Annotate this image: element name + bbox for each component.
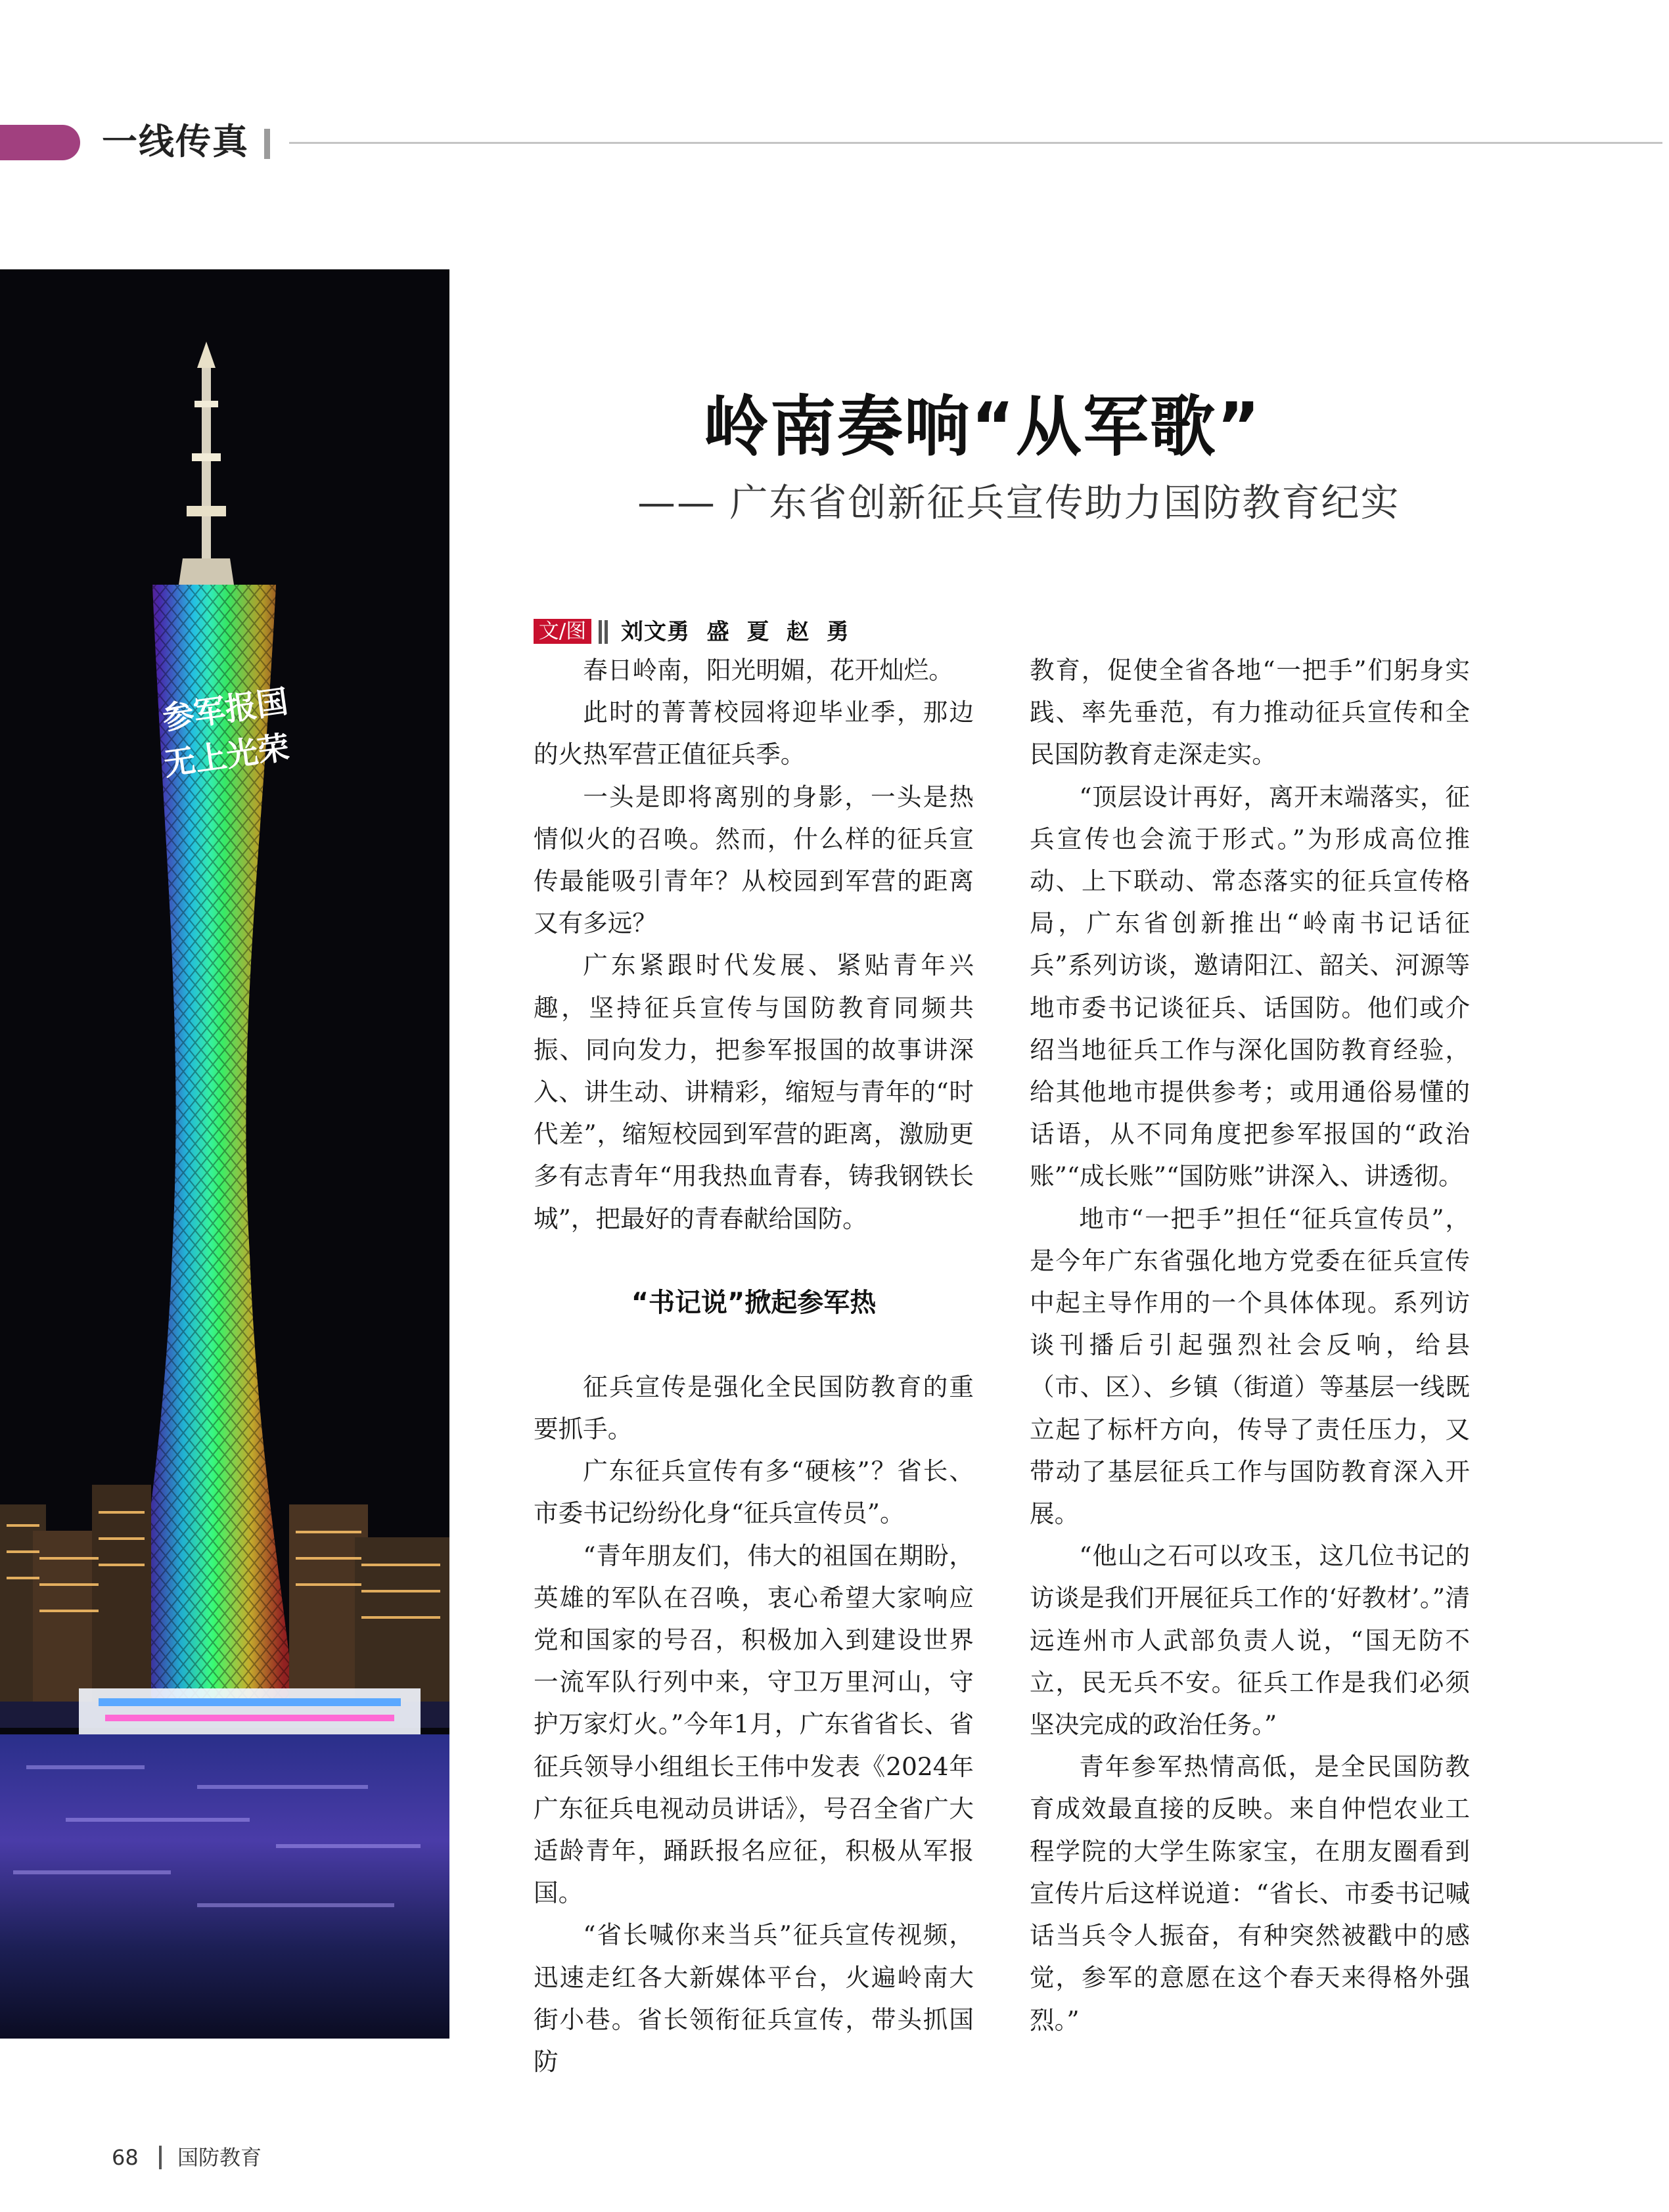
article-subtitle: —— 广东省创新征兵宣传助力国防教育纪实	[637, 480, 1400, 525]
article-title: 岭南奏响“从军歌”	[703, 388, 1262, 465]
magazine-name: 国防教育	[177, 2145, 262, 2170]
byline-divider	[599, 620, 602, 644]
byline-tag: 文/图	[534, 619, 591, 644]
byline-divider-2	[605, 620, 608, 644]
section-marker	[0, 125, 80, 160]
tower-slogan-line2: 无上光荣	[161, 729, 292, 783]
paragraph: 教育，促使全省各地“一把手”们躬身实践、率先垂范，有力推动征兵宣传和全民国防教育走深走实。	[1030, 656, 1470, 769]
section-title: 一线传真	[102, 121, 249, 162]
footer-divider	[159, 2146, 162, 2169]
paragraph: 广东征兵宣传有多“硬核”？省长、市委书记纷纷化身“征兵宣传员”。	[534, 1456, 974, 1528]
section-heading: “书记说”掀起参军热	[631, 1287, 877, 1318]
body-column-2	[1030, 649, 1470, 2041]
body-column-1	[534, 649, 974, 2083]
paragraph: 一头是即将离别的身影，一头是热情似火的召唤。然而，什么样的征兵宣传最能吸引青年？从校园到军营的距离又有多远？	[534, 782, 974, 938]
paragraph: 广东紧跟时代发展、紧贴青年兴趣，坚持征兵宣传与国防教育同频共振、同向发力，把参军报国的故事讲深入、讲生动、讲精彩，缩短与青年的“时代差”，缩短校园到军营的距离，激励更多有志青年“用我热血青春，铸我钢铁长城”，把最好的青春献给国防。	[534, 951, 974, 1233]
paragraph: “省长喊你来当兵”征兵宣传视频，迅速走红各大新媒体平台，火遍岭南大街小巷。省长领衔征兵宣传，带头抓国防	[534, 1920, 974, 2077]
paragraph: 青年参军热情高低，是全民国防教育成效最直接的反映。来自仲恺农业工程学院的大学生陈家宝，在朋友圈看到宣传片后这样说道：“省长、市委书记喊话当兵令人振奋，有种突然被戳中的感觉，参军的意愿在这个春天来得格外强烈。”	[1030, 1752, 1470, 2035]
paragraph: 征兵宣传是强化全民国防教育的重要抓手。	[534, 1372, 974, 1444]
paragraph: “青年朋友们，伟大的祖国在期盼，英雄的军队在召唤，衷心希望大家响应党和国家的号召，积极加入到建设世界一流军队行列中来，守卫万里河山，守护万家灯火。”今年1月，广东省省长、省征兵领导小组组长王伟中发表《2024年广东征兵电视动员讲话》，号召全省广大适龄青年，踊跃报名应征，积极从军报国。	[534, 1541, 974, 1908]
paragraph: “他山之石可以攻玉，这几位书记的访谈是我们开展征兵工作的‘好教材’。”清远连州市人武部负责人说，“国无防不立，民无兵不安。征兵工作是我们必须坚决完成的政治任务。”	[1030, 1541, 1470, 1740]
paragraph: 春日岭南，阳光明媚，花开灿烂。	[583, 656, 953, 685]
canton-tower-photo	[0, 269, 449, 2039]
paragraph: 地市“一把手”担任“征兵宣传员”，是今年广东省强化地方党委在征兵宣传中起主导作用的一个具体体现。系列访谈刊播后引起强烈社会反响，给县（市、区）、乡镇（街道）等基层一线既立起了标杆方向，传导了责任压力，又带动了基层征兵工作与国防教育深入开展。	[1030, 1204, 1470, 1529]
tower-slogan-line1: 参军报国	[160, 683, 290, 737]
paragraph: 此时的菁菁校园将迎毕业季，那边的火热军营正值征兵季。	[534, 698, 974, 769]
page-number: 68	[112, 2145, 139, 2170]
article-authors: 刘文勇 盛 夏 赵 勇	[621, 619, 850, 645]
header-rule	[289, 142, 1662, 144]
paragraph: “顶层设计再好，离开末端落实，征兵宣传也会流于形式。”为形成高位推动、上下联动、常态落实的征兵宣传格局，广东省创新推出“岭南书记话征兵”系列访谈，邀请阳江、韶关、河源等地市委书记谈征兵、话国防。他们或介绍当地征兵工作与深化国防教育经验，给其他地市提供参考；或用通俗易懂的话语，从不同角度把参军报国的“政治账”“成长账”“国防账”讲深入、讲透彻。	[1030, 782, 1470, 1191]
section-divider-bar	[264, 129, 270, 159]
